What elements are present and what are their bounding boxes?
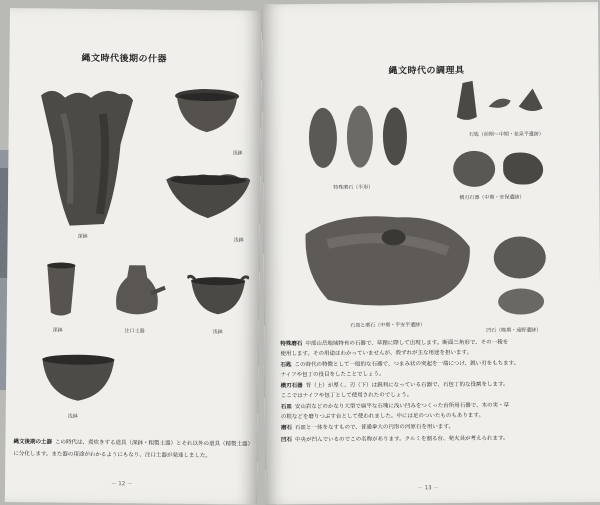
caption-deep-bowl: 深鉢: [77, 233, 88, 240]
paragraph-grinding-stone: 磨石 石皿と一体をなすもので、普通拳大の円形の河原石を用います。: [280, 424, 454, 432]
caption-shallow-bowl-1: 浅鉢: [232, 150, 243, 157]
paragraph-side-blade-tool: 横刃石器 背（上）が厚く、刃（下）は鋭利になっている石器で、石包丁的な役割をします。 ここではナイフや包丁として使用されたのでしょう。: [280, 381, 509, 399]
right-page: [262, 2, 600, 504]
paragraph-line: に分化します。また器の用途がわかるようにもなり、注口土器が発達しました。: [13, 450, 211, 459]
side-blade-tool: [503, 152, 543, 184]
grinding-stone: [309, 108, 337, 168]
caption-spouted-vessel: 注口土器: [124, 328, 145, 335]
caption-handled-bowl: 浅鉢: [212, 329, 223, 336]
photo-hollow-stones: [488, 232, 555, 322]
paragraph-special-grinding-stone: 特殊磨石 中部山岳地域特有の石器で、草創に際して出現します。断面三角形で、その一稜を 使用します。その用途はわかっていませんが、殻ずれが主な用途を担います。: [280, 339, 509, 357]
paragraph-heading: 縄文後期の土器: [13, 439, 52, 446]
right-page-title: 縄文時代の調理具: [388, 65, 465, 77]
photo-narrow-pot: [41, 260, 82, 320]
photo-side-blade-tools: [449, 144, 547, 193]
hollow-stone: [498, 288, 544, 314]
caption-special-grinding-stones: 特殊磨石（半形）: [333, 184, 374, 191]
photo-stone-spoons: [449, 76, 547, 125]
photo-spouted-vessel: [107, 259, 168, 322]
left-page: [5, 8, 262, 505]
paragraph-line: この時代は、煮炊きする道具（深鉢・粗製土器）とそれ以外の道具（精製土器）: [54, 439, 254, 448]
left-page-paragraph: [13, 438, 253, 464]
paragraph-stone-spoon: 石匙 この時代の特徴として一般的な石器で、つまみ状の突起を一端につけ、鋭い刃をもちます。 ナイフや包丁の役目をしたことでしょう。: [280, 360, 520, 378]
photo-round-bowl: [36, 348, 121, 407]
left-page-title: 縄文時代後期の什器: [81, 53, 168, 65]
caption-stone-spoons: 石匙（前期～中期・花泉平遺跡）: [468, 131, 544, 138]
paragraph-hollow-stone: 凹石 中央が凹んでいるのでこの名称があります。クルミを割る台、発火具が考えられます。: [281, 435, 509, 443]
hollow-stone: [494, 236, 546, 278]
right-page-body: [280, 338, 597, 447]
left-page-number: － 12 －: [110, 481, 133, 488]
right-page-number: － 13 －: [417, 485, 439, 492]
caption-stone-plate: 石皿と磨石（中期・平安平遺跡）: [350, 322, 426, 329]
caption-wavy-bowl: 浅鉢: [233, 237, 244, 244]
grinding-stone: [383, 107, 407, 165]
photo-special-grinding-stones: [303, 103, 413, 174]
grinding-stone: [347, 106, 373, 168]
caption-round-bowl: 浅鉢: [67, 413, 78, 420]
photo-handled-bowl: [187, 272, 249, 321]
paragraph-stone-plate: 石皿 安山岩などのかなり大型で扁平な石塊に浅い凹みをつくった台所用石器で、木の実・草 の根などを磨りつぶす台として使われました。中には足のついたものもあります。: [280, 402, 510, 420]
caption-side-blade-tools: 横刃石器（中期・安保遺跡）: [459, 194, 525, 201]
photo-wavy-bowl: [162, 166, 253, 229]
side-blade-tool: [453, 151, 495, 187]
caption-narrow-pot: 深鉢: [52, 327, 63, 334]
photo-shallow-bowl-1: [167, 82, 248, 143]
caption-hollow-stones: 凹石（晩期・遠野遺跡）: [486, 327, 542, 334]
photo-stone-plate: [297, 203, 478, 316]
photo-deep-bowl: [32, 83, 139, 232]
